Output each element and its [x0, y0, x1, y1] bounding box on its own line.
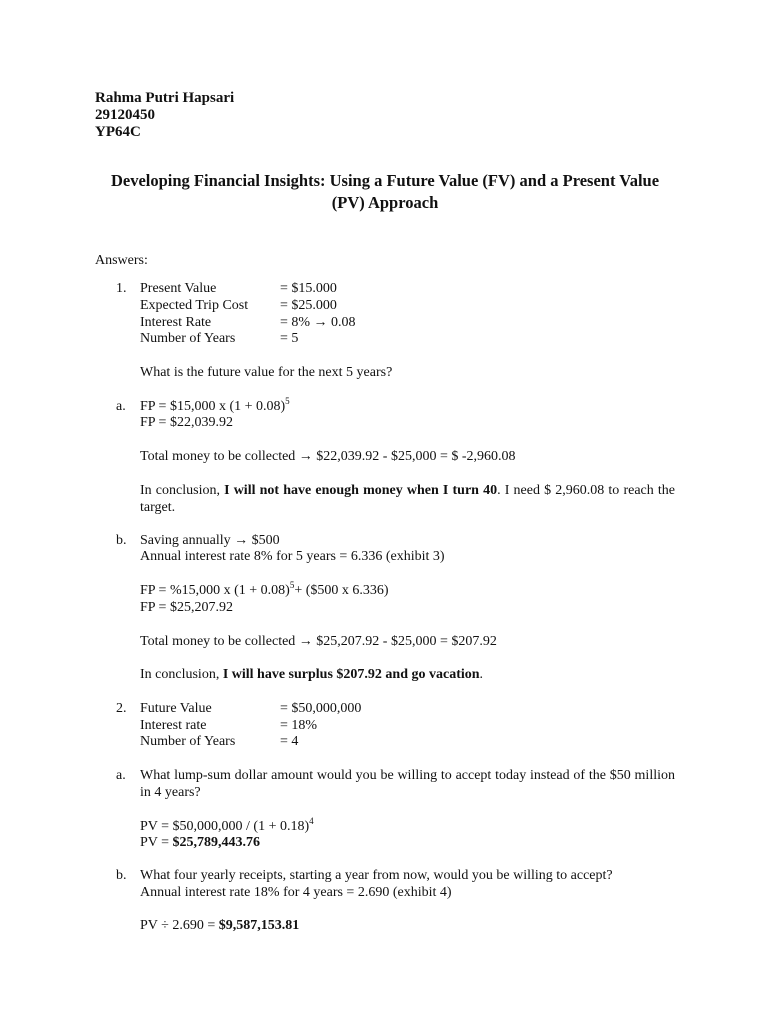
q2b-question: What four yearly receipts, starting a year from now, would you be willing to accept? [140, 868, 613, 883]
q2a-formula [140, 818, 314, 835]
q2-row-value: = 4 [280, 734, 299, 749]
student-id: 29120450 [95, 107, 155, 123]
q2-row-label: Number of Years [140, 734, 236, 749]
q1b-total: Total money to be collected → $25,207.92 - $25,000 = $207.92 [140, 634, 497, 649]
q2b-rate: Annual interest rate 18% for 4 years = 2.690 (exhibit 4) [140, 885, 452, 900]
class-code: YP64C [95, 124, 141, 140]
q1a-formula-exponent: 5 [285, 396, 290, 406]
q1b-conclusion-prefix: In conclusion, [140, 667, 223, 682]
q1-row-label: Present Value [140, 281, 217, 296]
q1b-conclusion [140, 666, 483, 683]
q1b-conclusion-suffix: . [479, 667, 484, 682]
q1-row-value: = $15.000 [280, 281, 337, 296]
q1-row-label: Number of Years [140, 331, 236, 346]
q1-question: What is the future value for the next 5 years? [140, 365, 393, 380]
q2a-result [140, 834, 260, 851]
q2b-result-bold: $9,587,153.81 [218, 918, 300, 933]
q2a-formula-exponent: 4 [309, 816, 314, 826]
q1-row-value: = 5 [280, 331, 299, 346]
q1-number: 1. [116, 281, 127, 296]
q1-row-label: Expected Trip Cost [140, 298, 249, 313]
q1a-conclusion-suffix: . I need $ 2,960.08 to reach the target. [140, 483, 675, 515]
q1a-formula [140, 398, 290, 415]
q2-row-label: Future Value [140, 701, 212, 716]
q1a-conclusion-prefix: In conclusion, [140, 483, 225, 498]
q1b-conclusion-bold: I will have surplus $207.92 and go vacation [222, 667, 480, 682]
q2-row-value: = $50,000,000 [280, 701, 362, 716]
q1a-conclusion-bold: I will not have enough money when I turn 40 [224, 483, 498, 498]
document-title: Developing Financial Insights: Using a Future Value (FV) and a Present Value (PV) Approach [110, 171, 660, 212]
q2a-question: What lump-sum dollar amount would you be willing to accept today instead of the $50 million in 4 years? [140, 768, 675, 800]
q1b-saving: Saving annually → $500 [140, 533, 280, 548]
q2a-result-prefix: PV = [140, 835, 173, 850]
q2a-result-bold: $25,789,443.76 [172, 835, 261, 850]
q2a-formula-main: PV = $50,000,000 / (1 + 0.18) [140, 819, 310, 834]
q1a-marker: a. [116, 399, 126, 414]
q2-row-label: Interest rate [140, 718, 207, 733]
q1a-total: Total money to be collected → $22,039.92 - $25,000 = $ -2,960.08 [140, 449, 516, 464]
q1b-formula-main: FP = %15,000 x (1 + 0.08) [140, 583, 290, 598]
q2-row-value: = 18% [280, 718, 318, 733]
q1-row-value: = 8% → 0.08 [280, 315, 356, 330]
q2-number: 2. [116, 701, 127, 716]
q1b-formula-rest: + ($500 x 6.336) [294, 583, 389, 598]
q1a-conclusion [140, 482, 675, 516]
q1b-marker: b. [116, 533, 127, 548]
q1b-formula [140, 582, 389, 599]
q1a-formula-main: FP = $15,000 x (1 + 0.08) [140, 399, 286, 414]
q1-row-value: = $25.000 [280, 298, 337, 313]
q1-row-label: Interest Rate [140, 315, 212, 330]
q2b-result [140, 917, 299, 934]
q1a-result: FP = $22,039.92 [140, 415, 233, 430]
q2b-result-prefix: PV ÷ 2.690 = [140, 918, 219, 933]
q2b-marker: b. [116, 868, 127, 883]
q1b-formula-exponent: 5 [289, 580, 295, 590]
answers-label: Answers: [95, 253, 148, 268]
author-name: Rahma Putri Hapsari [95, 90, 235, 106]
q2a-marker: a. [116, 768, 126, 783]
q1b-result: FP = $25,207.92 [140, 600, 233, 615]
q1b-rate: Annual interest rate 8% for 5 years = 6.336 (exhibit 3) [140, 549, 445, 564]
